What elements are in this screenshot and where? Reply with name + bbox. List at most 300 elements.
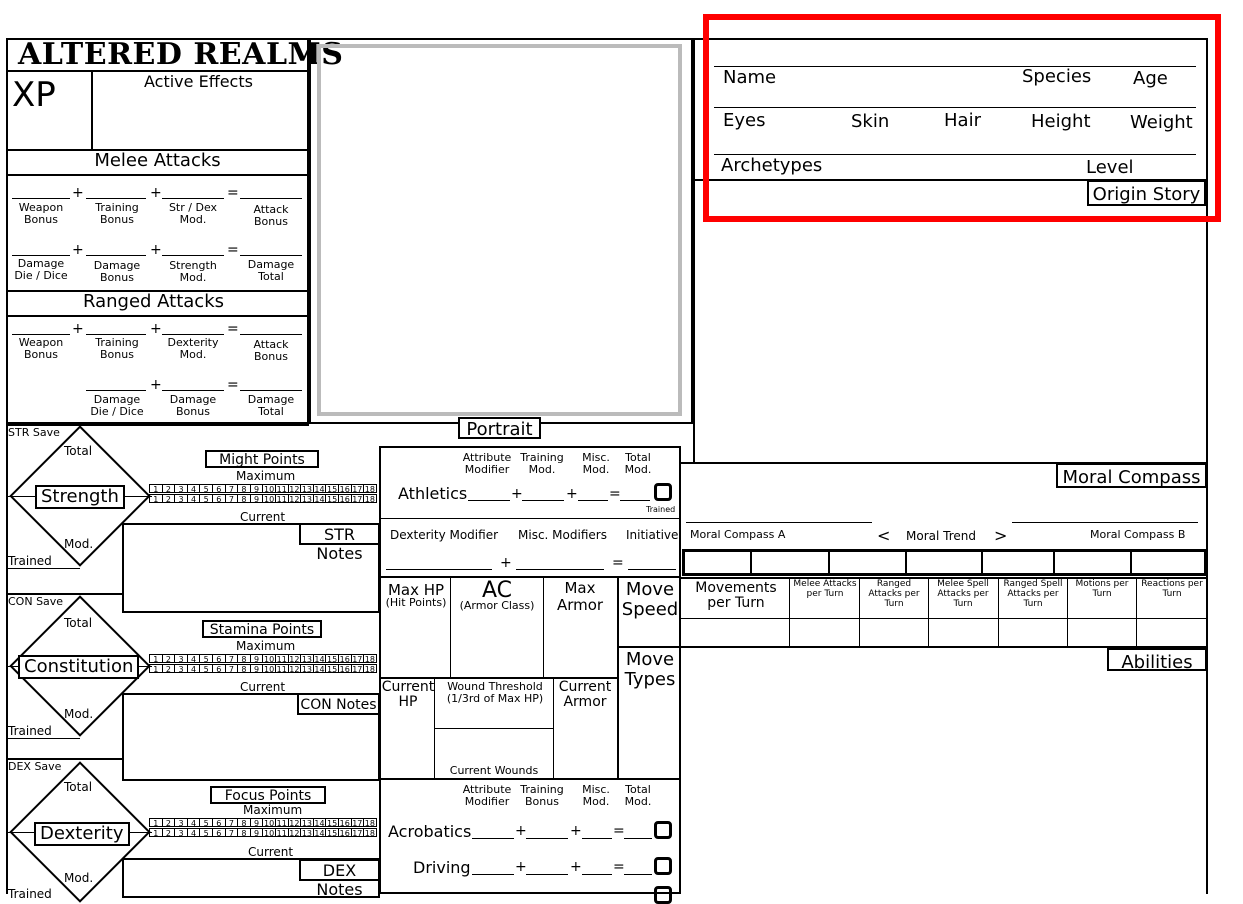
divider [6, 424, 8, 894]
input-line[interactable] [86, 198, 146, 199]
point-box[interactable]: 6 [212, 828, 226, 837]
point-box[interactable]: 16 [339, 829, 350, 838]
input-line[interactable] [86, 390, 146, 391]
point-box[interactable]: 8 [237, 818, 251, 827]
dexterity-mod-label: Dexterity Mod. [167, 336, 219, 362]
moral-compass-a-label: Moral Compass A [690, 528, 786, 541]
point-box[interactable]: 2 [162, 664, 176, 673]
str-total-label: Total [64, 444, 93, 458]
point-box[interactable]: 13 [301, 665, 313, 674]
point-box[interactable]: 2 [162, 494, 176, 503]
point-box[interactable]: 14 [314, 665, 325, 674]
abilities-title: Abilities [1107, 648, 1207, 671]
point-box[interactable]: 11 [276, 665, 287, 674]
point-box[interactable]: 5 [199, 828, 213, 837]
misc-modifiers-label: Misc. Modifiers [518, 528, 607, 542]
height-label: Height [1031, 111, 1091, 132]
divider [693, 38, 695, 462]
reactions-per-turn-label: Reactions per Turn [1141, 579, 1203, 599]
moral-compass-b-label: Moral Compass B [1090, 528, 1186, 541]
point-box[interactable]: 13 [301, 485, 313, 494]
point-box[interactable]: 12 [289, 829, 300, 838]
point-box[interactable]: 3 [174, 484, 188, 493]
point-box[interactable]: 3 [174, 654, 188, 663]
point-box[interactable]: 18 [364, 829, 375, 838]
athletics-label: Athletics [398, 484, 468, 503]
point-box[interactable]: 9 [250, 654, 264, 663]
archetypes-label: Archetypes [721, 155, 823, 176]
equals-sign: = [227, 185, 239, 201]
input-line[interactable] [526, 874, 568, 875]
training-bonus-label: Training Bonus [95, 201, 139, 227]
age-label: Age [1133, 68, 1168, 89]
track-divider [1130, 551, 1132, 574]
max-hp-label: Max HP [387, 581, 445, 599]
point-box[interactable]: 12 [289, 665, 300, 674]
current-armor-label: Current Armor [558, 679, 612, 711]
point-box[interactable]: 6 [212, 818, 226, 827]
skin-label: Skin [851, 111, 890, 132]
xp-label: XP [12, 75, 56, 115]
misc-mod-label: Misc. Mod. [582, 451, 610, 477]
point-box[interactable]: 10 [264, 485, 275, 494]
point-box[interactable]: 8 [237, 664, 251, 673]
point-box[interactable]: 7 [225, 654, 239, 663]
strength-label: Strength [35, 485, 125, 509]
point-box[interactable]: 8 [237, 494, 251, 503]
point-box[interactable]: 9 [250, 664, 264, 673]
plus-sign: + [72, 242, 84, 258]
training-bonus-label: Training Bonus [95, 336, 139, 362]
attribute-modifier-label: Attribute Modifier [462, 783, 512, 809]
con-max-label: Maximum [236, 639, 296, 653]
damage-die-label: Damage Die / Dice [14, 257, 68, 283]
point-box[interactable]: 5 [199, 484, 213, 493]
plus-sign: + [511, 486, 523, 502]
input-line[interactable] [578, 500, 608, 501]
point-box[interactable]: 17 [352, 665, 363, 674]
str-save-label: STR Save [8, 426, 60, 439]
point-box[interactable]: 18 [364, 819, 375, 828]
might-current-track[interactable] [150, 494, 377, 503]
plus-sign: + [150, 377, 162, 393]
stamina-current-track[interactable] [150, 664, 377, 673]
weapon-bonus-label: Weapon Bonus [18, 336, 64, 362]
plus-sign: + [150, 242, 162, 258]
eyes-label: Eyes [723, 110, 766, 131]
total-mod-label: Total Mod. [624, 783, 652, 809]
weight-label: Weight [1130, 112, 1193, 133]
max-armor-label: Max Armor [556, 579, 604, 614]
species-label: Species [1022, 66, 1092, 87]
input-line[interactable] [12, 198, 70, 199]
point-box[interactable]: 18 [364, 665, 375, 674]
dex-max-label: Maximum [243, 803, 303, 817]
dexterity-label: Dexterity [34, 822, 130, 846]
point-box[interactable]: 4 [187, 654, 201, 663]
point-box[interactable]: 15 [327, 829, 338, 838]
input-line[interactable] [516, 569, 604, 570]
point-box[interactable]: 9 [250, 494, 264, 503]
equals-sign: = [613, 823, 625, 839]
input-line[interactable] [240, 390, 302, 391]
point-box[interactable]: 13 [301, 495, 313, 504]
point-box[interactable]: 14 [314, 829, 325, 838]
stamina-max-track[interactable] [150, 654, 377, 663]
point-box[interactable]: 4 [187, 484, 201, 493]
con-save-label: CON Save [8, 595, 64, 608]
moral-compass-title: Moral Compass [1056, 463, 1207, 488]
input-line[interactable] [12, 334, 70, 335]
equals-sign: = [613, 859, 625, 875]
input-line[interactable] [162, 334, 224, 335]
divider [6, 738, 80, 739]
point-box[interactable]: 8 [237, 654, 251, 663]
stamina-points-label: Stamina Points [202, 620, 322, 638]
point-box[interactable]: 4 [187, 664, 201, 673]
strength-mod-label: Strength Mod. [169, 259, 217, 285]
str-dex-mod-label: Str / Dex Mod. [168, 201, 218, 227]
misc-mod-label: Misc. Mod. [582, 783, 610, 809]
divider [859, 577, 860, 647]
point-box[interactable]: 14 [314, 485, 325, 494]
point-box[interactable]: 1 [149, 828, 163, 837]
point-box[interactable]: 16 [339, 655, 350, 664]
input-line[interactable] [240, 198, 302, 199]
current-hp-label: Current HP [381, 679, 435, 711]
melee-title: Melee Attacks [94, 150, 221, 171]
point-box[interactable]: 10 [264, 495, 275, 504]
point-box[interactable]: 6 [212, 484, 226, 493]
point-box[interactable]: 2 [162, 818, 176, 827]
damage-die-label: Damage Die / Dice [90, 393, 144, 419]
input-line[interactable] [628, 569, 676, 570]
input-line[interactable] [624, 838, 652, 839]
point-box[interactable]: 18 [364, 655, 375, 664]
focus-max-track[interactable] [150, 818, 377, 827]
melee-attacks-per-turn-label: Melee Attacks per Turn [793, 579, 857, 599]
point-box[interactable]: 1 [149, 664, 163, 673]
point-box[interactable]: 15 [327, 665, 338, 674]
training-mod-label: Training Mod. [520, 451, 564, 477]
point-box[interactable]: 17 [352, 819, 363, 828]
plus-sign: + [150, 185, 162, 201]
plus-sign: + [570, 823, 582, 839]
point-box[interactable]: 16 [339, 665, 350, 674]
origin-story-label: Origin Story [1087, 180, 1206, 206]
point-box[interactable]: 2 [162, 654, 176, 663]
point-box[interactable]: 18 [364, 495, 375, 504]
str-notes-label: STR Notes [299, 523, 380, 545]
point-box[interactable]: 3 [174, 664, 188, 673]
con-total-label: Total [64, 616, 93, 630]
movements-per-turn-label: Movements per Turn [695, 580, 777, 612]
athletics-trained-checkbox[interactable] [654, 483, 672, 501]
wound-threshold-label: Wound Threshold (1/3rd of Max HP) [446, 680, 544, 706]
divider [379, 518, 681, 519]
track-divider [750, 551, 752, 574]
move-speed-label: Move Speed [621, 579, 679, 620]
training-bonus-label: Training Bonus [520, 783, 564, 809]
might-max-track[interactable] [150, 484, 377, 493]
initiative-label: Initiative [626, 528, 679, 542]
dex-modifier-label: Dexterity Modifier [390, 528, 499, 542]
input-line[interactable] [620, 500, 650, 501]
attack-bonus-label: Attack Bonus [253, 203, 289, 229]
dex-mod-label: Mod. [64, 871, 94, 885]
point-box[interactable]: 16 [339, 485, 350, 494]
logo: ALTERED REALMS [18, 37, 344, 72]
active-effects-label: Active Effects [144, 72, 253, 91]
trained-small-label: Trained [646, 505, 676, 514]
divider [6, 315, 309, 317]
ac-sub-label: (Armor Class) [459, 599, 535, 612]
ranged-attacks-per-turn-label: Ranged Attacks per Turn [868, 579, 920, 609]
track-divider [905, 551, 907, 574]
divider [543, 576, 544, 678]
ranged-title: Ranged Attacks [82, 291, 225, 312]
point-box[interactable]: 12 [289, 655, 300, 664]
damage-bonus-label: Damage Bonus [93, 259, 141, 285]
attack-bonus-label: Attack Bonus [253, 338, 289, 364]
point-box[interactable]: 8 [237, 828, 251, 837]
plus-sign: + [72, 185, 84, 201]
divider [686, 522, 872, 523]
acrobatics-label: Acrobatics [388, 822, 472, 841]
input-line[interactable] [472, 874, 514, 875]
dex-current-label: Current [248, 845, 294, 859]
equals-sign: = [227, 321, 239, 337]
point-box[interactable]: 15 [327, 485, 338, 494]
attribute-modifier-label: Attribute Modifier [462, 451, 512, 477]
constitution-label: Constitution [18, 655, 139, 679]
max-hp-sub-label: (Hit Points) [385, 596, 447, 609]
divider [1012, 522, 1198, 523]
point-box[interactable]: 12 [289, 819, 300, 828]
point-box[interactable]: 14 [314, 819, 325, 828]
damage-bonus-label: Damage Bonus [169, 393, 217, 419]
divider [617, 646, 681, 648]
con-notes-label: CON Notes [297, 693, 380, 715]
input-line[interactable] [162, 255, 224, 256]
point-box[interactable]: 14 [314, 495, 325, 504]
equals-sign: = [609, 486, 621, 502]
point-box[interactable]: 5 [199, 654, 213, 663]
plus-sign: + [500, 555, 512, 571]
divider [6, 174, 309, 176]
acrobatics-trained-checkbox[interactable] [654, 821, 672, 839]
input-line[interactable] [472, 838, 514, 839]
plus-sign: + [150, 321, 162, 337]
input-line[interactable] [12, 255, 70, 256]
str-max-label: Maximum [236, 469, 296, 483]
divider [434, 728, 554, 729]
point-box[interactable]: 10 [264, 665, 275, 674]
point-box[interactable]: 18 [364, 485, 375, 494]
lt-sign: < [877, 526, 891, 545]
point-box[interactable]: 15 [327, 655, 338, 664]
point-box[interactable]: 4 [187, 494, 201, 503]
ranged-spell-attacks-per-turn-label: Ranged Spell Attacks per Turn [1003, 579, 1063, 609]
equals-sign: = [612, 555, 624, 571]
point-box[interactable]: 1 [149, 484, 163, 493]
current-wounds-label: Current Wounds [449, 764, 539, 777]
melee-spell-attacks-per-turn-label: Melee Spell Attacks per Turn [937, 579, 989, 609]
point-box[interactable]: 5 [199, 664, 213, 673]
point-box[interactable]: 11 [276, 655, 287, 664]
point-box[interactable]: 1 [149, 494, 163, 503]
dex-total-label: Total [64, 780, 93, 794]
point-box[interactable]: 10 [264, 819, 275, 828]
point-box[interactable]: 11 [276, 495, 287, 504]
input-line[interactable] [468, 500, 510, 501]
name-label: Name [723, 67, 777, 88]
input-line[interactable] [86, 334, 146, 335]
point-box[interactable]: 3 [174, 828, 188, 837]
point-box[interactable]: 13 [301, 819, 313, 828]
point-box[interactable]: 1 [149, 654, 163, 663]
driving-trained-checkbox[interactable] [654, 857, 672, 875]
portrait-image-area[interactable] [317, 44, 682, 416]
point-box[interactable]: 12 [289, 485, 300, 494]
equals-sign: = [227, 242, 239, 258]
point-box[interactable]: 9 [250, 818, 264, 827]
input-line[interactable] [526, 838, 568, 839]
point-box[interactable]: 9 [250, 484, 264, 493]
point-box[interactable]: 8 [237, 484, 251, 493]
track-divider [1053, 551, 1055, 574]
point-box[interactable]: 2 [162, 484, 176, 493]
divider [928, 577, 929, 647]
dex-save-label: DEX Save [8, 760, 62, 773]
gt-sign: > [994, 526, 1008, 545]
focus-current-track[interactable] [150, 828, 377, 837]
divider [91, 70, 93, 149]
con-mod-label: Mod. [64, 707, 94, 721]
hair-label: Hair [944, 110, 981, 131]
point-box[interactable]: 1 [149, 818, 163, 827]
point-box[interactable]: 2 [162, 828, 176, 837]
track-divider [828, 551, 830, 574]
con-trained-label: Trained [8, 724, 52, 738]
divider [450, 576, 451, 678]
weapon-bonus-label: Weapon Bonus [18, 201, 64, 227]
input-line[interactable] [240, 255, 302, 256]
input-line[interactable] [582, 874, 612, 875]
damage-total-label: Damage Total [247, 393, 295, 419]
point-box[interactable]: 7 [225, 828, 239, 837]
motions-per-turn-label: Motions per Turn [1075, 579, 1129, 599]
point-box[interactable]: 7 [225, 664, 239, 673]
input-line[interactable] [522, 500, 564, 501]
portrait-label: Portrait [458, 417, 541, 439]
str-mod-label: Mod. [64, 537, 94, 551]
point-box[interactable]: 10 [264, 829, 275, 838]
point-box[interactable]: 15 [327, 495, 338, 504]
divider [6, 568, 80, 569]
divider [998, 577, 999, 647]
point-box[interactable]: 14 [314, 655, 325, 664]
point-box[interactable]: 16 [339, 819, 350, 828]
point-box[interactable]: 3 [174, 818, 188, 827]
point-box[interactable]: 13 [301, 655, 313, 664]
point-box[interactable]: 6 [212, 494, 226, 503]
point-box[interactable]: 17 [352, 655, 363, 664]
point-box[interactable]: 13 [301, 829, 313, 838]
con-current-label: Current [240, 680, 286, 694]
point-box[interactable]: 7 [225, 484, 239, 493]
point-box[interactable]: 3 [174, 494, 188, 503]
moral-trend-label: Moral Trend [906, 529, 976, 543]
point-box[interactable]: 17 [352, 495, 363, 504]
plus-sign: + [72, 321, 84, 337]
turn-stat-header [680, 577, 1207, 647]
divider [1067, 577, 1068, 647]
plus-sign: + [570, 859, 582, 875]
point-box[interactable]: 9 [250, 828, 264, 837]
next-skill-trained-checkbox[interactable] [654, 886, 672, 904]
damage-total-label: Damage Total [247, 258, 295, 284]
input-line[interactable] [162, 390, 224, 391]
dex-notes-label: DEX Notes [299, 859, 380, 881]
point-box[interactable]: 6 [212, 654, 226, 663]
point-box[interactable]: 5 [199, 494, 213, 503]
input-line[interactable] [240, 334, 302, 335]
point-box[interactable]: 5 [199, 818, 213, 827]
input-line[interactable] [582, 838, 612, 839]
divider [1136, 577, 1137, 647]
str-trained-label: Trained [8, 554, 52, 568]
point-box[interactable]: 11 [276, 485, 287, 494]
point-box[interactable]: 4 [187, 828, 201, 837]
moral-track[interactable] [682, 549, 1207, 576]
point-box[interactable]: 11 [276, 819, 287, 828]
point-box[interactable]: 11 [276, 829, 287, 838]
plus-sign: + [566, 486, 578, 502]
input-line[interactable] [86, 255, 146, 256]
dex-trained-label: Trained [8, 887, 52, 901]
input-line[interactable] [386, 569, 492, 570]
might-points-label: Might Points [205, 450, 319, 468]
point-box[interactable]: 17 [352, 485, 363, 494]
point-box[interactable]: 7 [225, 494, 239, 503]
point-box[interactable]: 10 [264, 655, 275, 664]
ac-label: AC [481, 578, 513, 603]
level-label: Level [1086, 157, 1134, 178]
divider [379, 778, 681, 780]
point-box[interactable]: 15 [327, 819, 338, 828]
focus-points-label: Focus Points [210, 786, 326, 804]
str-current-label: Current [240, 510, 286, 524]
input-line[interactable] [624, 874, 652, 875]
equals-sign: = [227, 377, 239, 393]
point-box[interactable]: 17 [352, 829, 363, 838]
divider [680, 618, 1207, 619]
point-box[interactable]: 7 [225, 818, 239, 827]
track-divider [981, 551, 983, 574]
point-box[interactable]: 6 [212, 664, 226, 673]
point-box[interactable]: 16 [339, 495, 350, 504]
divider [789, 577, 790, 647]
plus-sign: + [515, 823, 527, 839]
plus-sign: + [515, 859, 527, 875]
driving-label: Driving [413, 858, 471, 877]
point-box[interactable]: 4 [187, 818, 201, 827]
point-box[interactable]: 12 [289, 495, 300, 504]
move-types-label: Move Types [624, 649, 676, 690]
input-line[interactable] [162, 198, 224, 199]
total-mod-label: Total Mod. [624, 451, 652, 477]
